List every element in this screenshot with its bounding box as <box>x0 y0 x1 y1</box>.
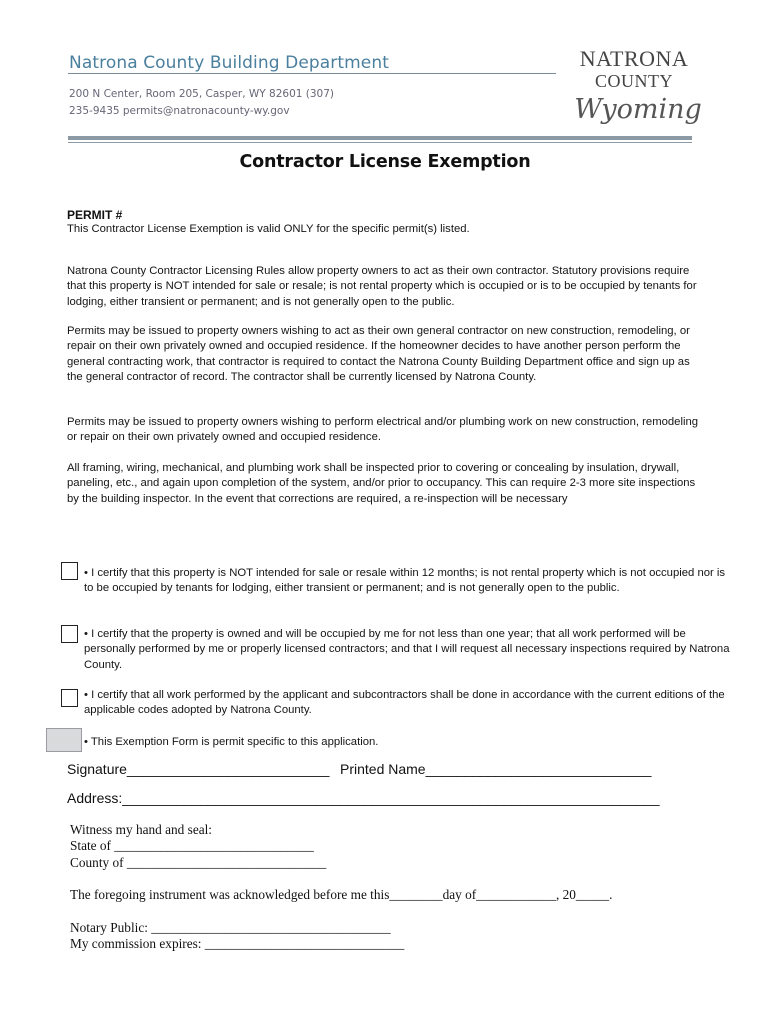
state-field[interactable]: State of ______________________________ <box>70 838 314 853</box>
address-line-1: 200 N Center, Room 205, Casper, WY 82601 (307) <box>69 88 335 100</box>
department-name: Natrona County Building Department <box>69 53 389 73</box>
printed-name-field[interactable]: Printed Name_____________________________ <box>340 761 652 777</box>
certify-codes-text: • I certify that all work performed by the applicant and subcontractors shall be done in accordance with the current editions of the applicable codes adopted by Natrona County. <box>84 689 725 717</box>
witness-label: Witness my hand and seal: <box>70 822 213 837</box>
paragraph-licensing-rules: Natrona County Contractor Licensing Rules allow property owners to act as their own contractor. Statutory provisions require that this property is NOT intended for sale or resale; is not rental property which is occupied or is to be occupied by tenants for lodging, either transient or permanent; and is not generally open to the public. <box>67 265 697 308</box>
header-rule-thick <box>68 136 692 140</box>
paragraph-electrical-plumbing: Permits may be issued to property owners wishing to perform electrical and/or plumbing work on new construction, remodeling or repair on their own privately owned and occupied residence. <box>67 416 699 444</box>
notary-public-field[interactable]: Notary Public: ____________________________________ <box>70 920 391 935</box>
page-title: Contractor License Exemption <box>239 152 531 172</box>
certify-codes-checkbox[interactable] <box>61 689 78 707</box>
county-field[interactable]: County of ______________________________ <box>70 855 327 870</box>
certify-owner-occupied-text: • I certify that the property is owned and will be occupied by me for not less than one year; that all work performed will be personally performed by me or properly licensed contractors; and that I will request all necessary inspections required by Natrona County. <box>84 628 730 671</box>
signature-field[interactable]: Signature__________________________ <box>67 761 330 777</box>
logo-word-wyoming: Wyoming <box>574 94 702 125</box>
permit-specific-text: • This Exemption Form is permit specific to this application. <box>84 736 379 748</box>
permit-label: PERMIT # <box>67 208 123 222</box>
address-field[interactable]: Address:_____________________________________________________________________ <box>67 790 660 806</box>
commission-expires-field[interactable]: My commission expires: ______________________________ <box>70 936 405 951</box>
acknowledgement-line[interactable]: The foregoing instrument was acknowledged before me this________day of____________, 20_____. <box>70 887 613 902</box>
paragraph-general-contractor: Permits may be issued to property owners wishing to act as their own general contractor on new construction, remodeling, or repair on their own privately owned and occupied residence. If the homeowner decides to have another person perform the general contracting work, that contractor is required to contact the Natrona County Building Department office and sign up as the general contractor of record. The contractor shall be currently licensed by Natrona County. <box>67 325 690 383</box>
logo-word-county: COUNTY <box>595 71 673 91</box>
permit-specific-checkbox[interactable] <box>46 728 82 752</box>
certify-not-for-sale-text: • I certify that this property is NOT intended for sale or resale within 12 months; is not rental property which is not occupied nor is to be occupied by tenants for lodging, either transient or permanent; and is not generally open to the public. <box>84 567 726 595</box>
paragraph-inspections: All framing, wiring, mechanical, and plumbing work shall be inspected prior to covering or concealing by insulation, drywall, paneling, etc., and again upon completion of the system, and/or prior to occupancy. This can require 2-3 more site inspections by the building inspector. In the event that corrections are required, a re-inspection will be necessary <box>67 462 696 505</box>
certify-not-for-sale-checkbox[interactable] <box>61 562 78 580</box>
natrona-county-logo <box>566 44 702 136</box>
permit-note: This Contractor License Exemption is valid ONLY for the specific permit(s) listed. <box>67 223 470 235</box>
certify-owner-occupied-checkbox[interactable] <box>61 625 78 643</box>
address-line-2: 235-9435 permits@natronacounty-wy.gov <box>69 105 290 117</box>
header-rule-thin <box>68 142 692 143</box>
logo-word-natrona: NATRONA <box>579 46 689 71</box>
header-underline <box>68 73 556 74</box>
